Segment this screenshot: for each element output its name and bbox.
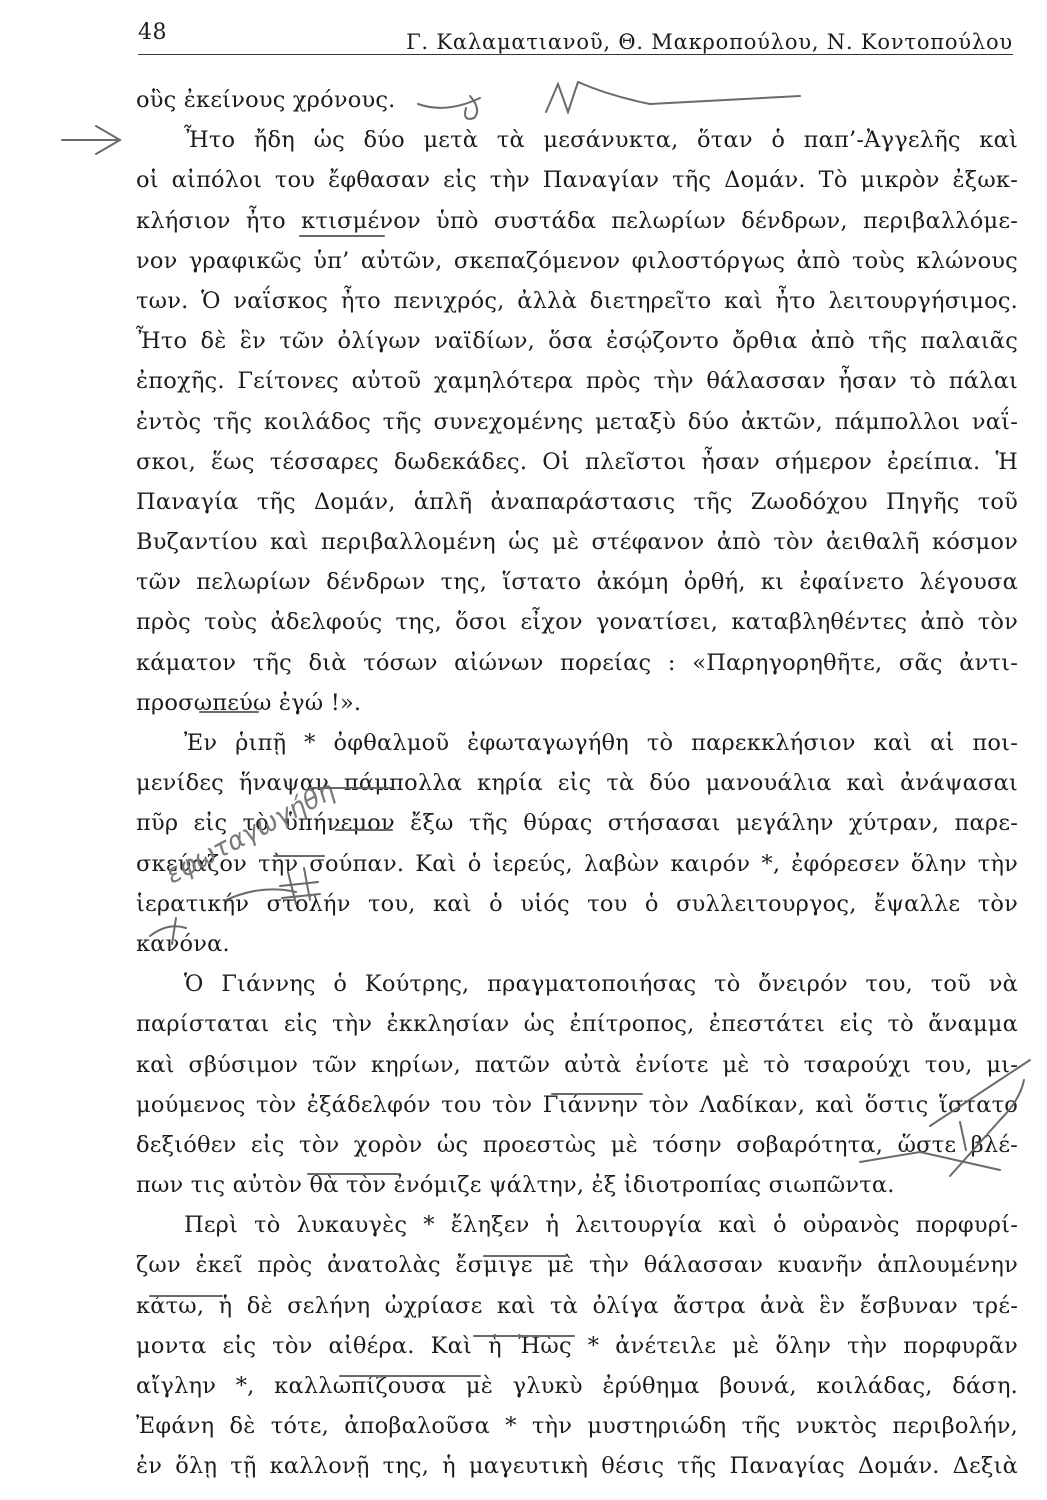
body-text (136, 80, 1018, 1487)
text-line: Ἐφάνη δὲ τότε, ἀποβαλοῦσα * τὴν μυστηριώδη τῆς νυκτὸς περιβολήν, (136, 1413, 1018, 1440)
text-line: πῦρ εἰς τὸ ὑπήνεμον ἔξω τῆς θύρας στήσασαι μεγάλην χύτραν, παρε- (136, 810, 1018, 837)
text-line: μούμενος τὸν ἐξάδελφόν του τὸν Γιάννην τὸν Λαδίκαν, καὶ ὅστις ἵστατο (136, 1091, 1018, 1118)
text-line: Ἦτο ἤδη ὡς δύο μετὰ τὰ μεσάνυκτα, ὅταν ὁ παπ’-Ἀγγελῆς καὶ (184, 127, 1018, 154)
margin-arrow-icon (62, 126, 120, 154)
text-line: μενίδες ἥναψαν πάμπολλα κηρία εἰς τὰ δύο μανουάλια καὶ ἀνάψασαι (136, 770, 1018, 797)
text-line: των. Ὁ ναΐσκος ἦτο πενιχρός, ἀλλὰ διετηρεῖτο καὶ ἦτο λειτουργήσιμος. (136, 287, 1018, 314)
text-line: οἱ αἰπόλοι του ἔφθασαν εἰς τὴν Παναγίαν τῆς Δομάν. Τὸ μικρὸν ἐξωκ- (136, 167, 1018, 194)
text-line: οὓς ἐκείνους χρόνους. (136, 87, 396, 113)
text-line: Ἦτο δὲ ἓν τῶν ὀλίγων ναϊδίων, ὅσα ἐσῴζοντο ὄρθια ἀπὸ τῆς παλαιᾶς (136, 328, 1018, 355)
text-line: ἐντὸς τῆς κοιλάδος τῆς συνεχομένης μεταξὺ δύο ἀκτῶν, πάμπολλοι ναΐ- (136, 408, 1018, 435)
page-header (138, 12, 1013, 55)
text-line: πρὸς τοὺς ἀδελφούς της, ὅσοι εἶχον γονατίσει, καταβληθέντες ἀπὸ τὸν (136, 609, 1018, 636)
text-line: νον γραφικῶς ὑπ’ αὐτῶν, σκεπαζόμενον φιλοστόργως ἀπὸ τοὺς κλώνους (136, 247, 1018, 274)
text-line: δεξιόθεν εἰς τὸν χορὸν ὡς προεστὼς μὲ τόσην σοβαρότητα, ὥστε βλέ- (136, 1131, 1018, 1158)
text-line: ἐν ὅλῃ τῇ καλλονῇ της, ἡ μαγευτικὴ θέσις τῆς Παναγίας Δομάν. Δεξιὰ (136, 1453, 1018, 1480)
text-line: κάτω, ἡ δὲ σελήνη ὠχρίασε καὶ τὰ ὀλίγα ἄστρα ἀνὰ ἓν ἔσβυναν τρέ- (136, 1292, 1018, 1319)
text-line: τῶν πελωρίων δένδρων της, ἵστατο ἀκόμη ὀρθή, κι ἐφαίνετο λέγουσα (136, 569, 1018, 596)
text-line: κάματον τῆς διὰ τόσων αἰώνων πορείας : «Παρηγορηθῆτε, σᾶς ἀντι- (136, 649, 1018, 676)
handwritten-margin-note: εφωταγωγήθη (160, 775, 341, 891)
text-line: καὶ σβύσιμον τῶν κηρίων, πατῶν αὐτὰ ἐνίοτε μὲ τὸ τσαρούχι του, μι- (136, 1051, 1018, 1078)
text-line: σκοι, ἕως τέσσαρες δωδεκάδες. Οἱ πλεῖστοι ἦσαν σήμερον ἐρείπια. Ἡ (136, 448, 1018, 475)
running-title: Γ. Καλαματιανοῦ, Θ. Μακροπούλου, Ν. Κοντοπούλου (406, 30, 1013, 54)
text-line: ἱερατικήν στολήν του, καὶ ὁ υἱός του ὁ συλλειτουργος, ἔψαλλε τὸν (136, 890, 1018, 917)
text-line: πων τις αὐτὸν θὰ τὸν ἐνόμιζε ψάλτην, ἐξ ἰδιοτροπίας σιωπῶντα. (136, 1172, 895, 1199)
text-line: αἴγλην *, καλλωπίζουσα μὲ γλυκὺ ἐρύθημα βουνά, κοιλάδας, δάση. (136, 1373, 1018, 1399)
text-line: προσωπεύω ἐγώ !». (136, 689, 362, 716)
text-line: μοντα εἰς τὸν αἰθέρα. Καὶ ἡ Ἠὼς * ἀνέτειλε μὲ ὅλην τὴν πορφυρᾶν (136, 1332, 1018, 1359)
text-line: Περὶ τὸ λυκαυγὲς * ἔληξεν ἡ λειτουργία καὶ ὁ οὐρανὸς πορφυρί- (184, 1212, 1018, 1239)
text-line: ζων ἐκεῖ πρὸς ἀνατολὰς ἔσμιγε μὲ τὴν θάλασσαν κυανῆν ἁπλουμένην (136, 1252, 1018, 1279)
text-line: παρίσταται εἰς τὴν ἐκκλησίαν ὡς ἐπίτροπος, ἐπεστάτει εἰς τὸ ἄναμμα (136, 1011, 1018, 1038)
text-line: Ὁ Γιάννης ὁ Κούτρης, πραγματοποιήσας τὸ ὄνειρόν του, τοῦ νὰ (184, 971, 1018, 998)
text-line: Ἐν ῥιπῇ * ὀφθαλμοῦ ἐφωταγωγήθη τὸ παρεκκλήσιον καὶ αἱ ποι- (184, 730, 1018, 756)
text-line: κανόνα. (136, 930, 230, 957)
text-line: σκεύαζον τὴν σούπαν. Καὶ ὁ ἱερεύς, λαβὼν καιρόν *, ἐφόρεσεν ὅλην τὴν (136, 850, 1018, 877)
page-number: 48 (138, 20, 167, 45)
text-line: κλήσιον ἦτο κτισμένον ὑπὸ συστάδα πελωρίων δένδρων, περιβαλλόμε- (136, 207, 1018, 234)
text-line: Παναγία τῆς Δομάν, ἁπλῆ ἀναπαράστασις τῆς Ζωοδόχου Πηγῆς τοῦ (136, 488, 1018, 515)
text-line: ἐποχῆς. Γείτονες αὐτοῦ χαμηλότερα πρὸς τὴν θάλασσαν ἦσαν τὸ πάλαι (136, 368, 1018, 395)
text-line: Βυζαντίου καὶ περιβαλλομένη ὡς μὲ στέφανον ἀπὸ τὸν ἀειθαλῆ κόσμον (136, 529, 1018, 556)
